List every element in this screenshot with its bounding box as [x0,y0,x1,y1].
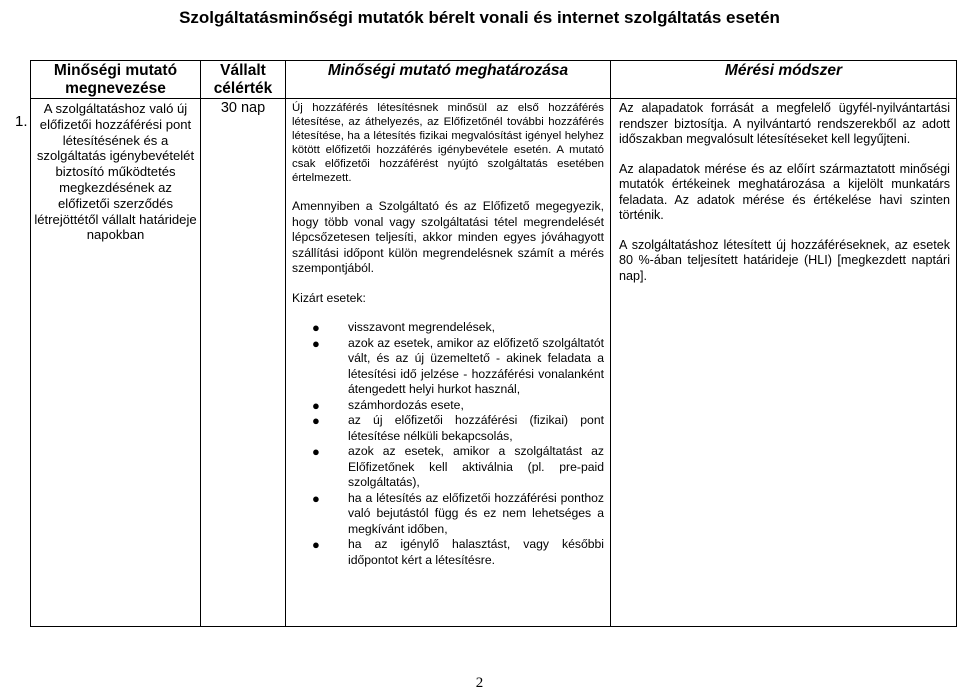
target-cell [201,99,286,627]
bullet-icon: ● [312,537,320,552]
list-item [292,320,604,336]
list-item [292,413,604,444]
page-number: 2 [475,675,484,691]
definition-paragraph-1: Új hozzáférés létesítésnek minősül az első hozzáférés létesítése, az áthelyezés, az Előfizetőnél további hozzáférés létesítése, ha a létesítés fizikai megvalósítást igényel helyhez kötött előfizetői hozzáférés igénybevétele esetén. A mutató csak előfizetői hozzáférést nyújtó szolgáltatás esetében értelmezett. [292,102,604,184]
table-header-row [31,61,957,99]
bullet-icon: ● [312,490,320,506]
header-target: Vállalt célérték [201,61,286,99]
indicator-cell [15,99,201,627]
list-item-text: ha az igénylő halasztást, vagy későbbi időpontot kért a létesítésre. [348,537,604,567]
row-number: 1. [15,113,28,130]
page-title: Szolgáltatásminőségi mutatók bérelt vonali és internet szolgáltatás esetén [179,8,780,27]
header-indicator: Minőségi mutató megnevezése [31,61,201,99]
method-paragraph-1: Az alapadatok forrását a megfelelő ügyfél-nyilvántartási rendszer biztosítja. A nyilvántartó rendszerekből az adott időszakban megvalósult létesítéseket kell legyűjteni. [619,101,950,146]
list-item-text: az új előfizetői hozzáférési (fizikai) pont létesítése nélküli bekapcsolás, [348,413,604,443]
method-paragraph-2: Az alapadatok mérése és az előírt származtatott minőségi mutatók értékeinek meghatározása a kijelölt munkatárs feladata. Az adatok mérése és értékelése havi szinten történik. [619,161,950,222]
list-item [292,336,604,398]
header-method: Mérési módszer [611,61,957,99]
bullet-icon: ● [312,413,320,428]
exclusions-list [292,320,604,568]
indicator-name: A szolgáltatáshoz való új előfizetői hozzáférési pont létesítésének és a szolgáltatás igénybevételét biztosító működtetés megkezdésének az előfizetői szerződés létrejöttétől vállalt határideje napokban [34,101,197,243]
list-item-text: visszavont megrendelések, [348,320,495,334]
list-item [292,491,604,538]
bullet-icon: ● [312,320,320,335]
exclusions-heading: Kizárt esetek: [292,290,366,305]
table-row [31,99,957,627]
definition-cell [286,99,611,627]
list-item-text: számhordozás esete, [348,397,464,412]
method-cell [611,99,957,627]
list-item-text: azok az esetek, amikor az előfizető szolgáltatót vált, és az új üzemeltető - akinek feladata a létesítési idő jelzése - hozzáférési vonalanként átengedett helyi hurkot használ, [348,335,604,396]
bullet-icon: ● [312,335,320,351]
list-item [292,444,604,491]
list-item [292,398,604,414]
bullet-icon: ● [312,397,320,413]
target-value: 30 nap [220,100,266,116]
list-item-text: ha a létesítés az előfizetői hozzáférési ponthoz való bejutástól függ és ez nem lehetséges a megkívánt időben, [348,490,604,536]
method-paragraph-3: A szolgáltatáshoz létesített új hozzáféréseknek, az esetek 80 %-ában teljesített határideje (HLI) [megkezdett naptári nap]. [619,237,950,283]
header-definition: Minőségi mutató meghatározása [286,61,611,99]
bullet-icon: ● [312,444,320,459]
quality-indicator-table [15,60,957,627]
definition-paragraph-2: Amennyiben a Szolgáltató és az Előfizető megegyezik, hogy több vonal vagy szolgáltatási tétel megrendelését lépcsőzetesen teljesíti, akkor minden egyes jóváhagyott szállítási időpont külön megrendelésnek számít a mérés szempontjából. [292,199,604,275]
list-item [292,537,604,568]
list-item-text: azok az esetek, amikor a szolgáltatást az Előfizetőnek kell aktiválnia (pl. pre-paid szolgáltatás), [348,444,604,489]
